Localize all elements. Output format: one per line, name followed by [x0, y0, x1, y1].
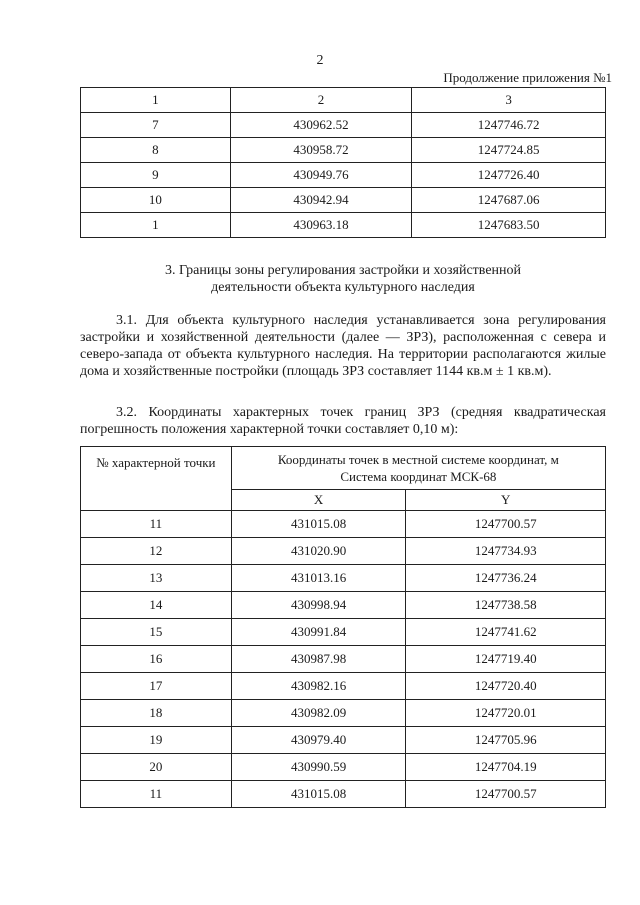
table2-body [81, 447, 606, 808]
point-number-cell: 18 [81, 700, 232, 727]
table-header-row [81, 447, 606, 490]
x-coordinate-cell: 431020.90 [231, 538, 406, 565]
x-coordinate-cell: 430963.18 [230, 213, 412, 238]
x-coordinate-cell: 431015.08 [231, 511, 406, 538]
x-coordinate-cell: 431015.08 [231, 781, 406, 808]
x-coordinate-cell: 430949.76 [230, 163, 412, 188]
page-number: 2 [316, 53, 324, 68]
table-row [81, 188, 606, 213]
header-x: X [231, 490, 406, 511]
point-number-cell: 13 [81, 565, 232, 592]
table-row [81, 592, 606, 619]
section-heading [80, 262, 606, 296]
point-number-cell: 20 [81, 754, 232, 781]
table-row [81, 646, 606, 673]
table-row [81, 213, 606, 238]
y-coordinate-cell: 1247687.06 [412, 188, 606, 213]
point-number-cell: 11 [81, 511, 232, 538]
point-number-cell: 16 [81, 646, 232, 673]
x-coordinate-cell: 430987.98 [231, 646, 406, 673]
point-number-cell: 14 [81, 592, 232, 619]
x-coordinate-cell: 430979.40 [231, 727, 406, 754]
table-row [81, 511, 606, 538]
point-number-cell: 7 [81, 113, 231, 138]
y-coordinate-cell: 1247704.19 [406, 754, 606, 781]
x-coordinate-cell: 430958.72 [230, 138, 412, 163]
y-coordinate-cell: 1247726.40 [412, 163, 606, 188]
paragraph-3-1: 3.1. Для объекта культурного наследия устанавливается зона регулирования застройки и хозяйственной деятельности (далее — ЗРЗ), расположенная с севера и северо-запада от объекта культурного наследия. На территории располагаются жилые дома и хозяйственные постройки (площадь ЗРЗ составляет 1144 кв.м ± 1 кв.м). [80, 313, 606, 379]
table-row [81, 163, 606, 188]
point-number-cell: 15 [81, 619, 232, 646]
y-coordinate-cell: 1247683.50 [412, 213, 606, 238]
y-coordinate-cell: 1247700.57 [406, 511, 606, 538]
x-coordinate-cell: 430942.94 [230, 188, 412, 213]
point-number-cell: 1 [81, 213, 231, 238]
table-header-row [81, 88, 606, 113]
table-row [81, 138, 606, 163]
y-coordinate-cell: 1247746.72 [412, 113, 606, 138]
y-coordinate-cell: 1247734.93 [406, 538, 606, 565]
table-row [81, 673, 606, 700]
point-number-cell: 17 [81, 673, 232, 700]
point-number-cell: 11 [81, 781, 232, 808]
y-coordinate-cell: 1247724.85 [412, 138, 606, 163]
x-coordinate-cell: 431013.16 [231, 565, 406, 592]
table1-body [81, 88, 606, 238]
table-row [81, 727, 606, 754]
table-row [81, 538, 606, 565]
paragraph-3-2: 3.2. Координаты характерных точек границ ЗРЗ (средняя квадратическая погрешность положения характерной точки составляет 0,10 м): [80, 405, 606, 437]
header-coordinate-system: Система координат МСК-68 [340, 469, 497, 484]
x-coordinate-cell: 430962.52 [230, 113, 412, 138]
appendix-note: Продолжение приложения №1 [443, 70, 612, 85]
coordinates-table-continued [80, 87, 606, 238]
y-coordinate-cell: 1247720.01 [406, 700, 606, 727]
table-row [81, 565, 606, 592]
y-coordinate-cell: 1247720.40 [406, 673, 606, 700]
section-heading-line: 3. Границы зоны регулирования застройки и хозяйственной [164, 263, 522, 278]
x-coordinate-cell: 430998.94 [231, 592, 406, 619]
x-coordinate-cell: 430982.16 [231, 673, 406, 700]
table-row [81, 619, 606, 646]
y-coordinate-cell: 1247705.96 [406, 727, 606, 754]
header-y: Y [406, 490, 606, 511]
point-number-cell: 8 [81, 138, 231, 163]
zrz-coordinates-table [80, 446, 606, 808]
point-number-cell: 9 [81, 163, 231, 188]
header-cell: 3 [412, 88, 606, 113]
header-coordinates-line: Координаты точек в местной системе координат, м [277, 452, 559, 467]
table-row [81, 700, 606, 727]
x-coordinate-cell: 430990.59 [231, 754, 406, 781]
y-coordinate-cell: 1247736.24 [406, 565, 606, 592]
point-number-cell: 19 [81, 727, 232, 754]
header-coordinates [231, 447, 605, 490]
point-number-cell: 10 [81, 188, 231, 213]
y-coordinate-cell: 1247700.57 [406, 781, 606, 808]
table-row [81, 754, 606, 781]
header-cell: 2 [230, 88, 412, 113]
header-cell: 1 [81, 88, 231, 113]
point-number-cell: 12 [81, 538, 232, 565]
y-coordinate-cell: 1247719.40 [406, 646, 606, 673]
x-coordinate-cell: 430991.84 [231, 619, 406, 646]
table-row [81, 113, 606, 138]
y-coordinate-cell: 1247738.58 [406, 592, 606, 619]
y-coordinate-cell: 1247741.62 [406, 619, 606, 646]
x-coordinate-cell: 430982.09 [231, 700, 406, 727]
section-heading-line: деятельности объекта культурного наследия [211, 280, 475, 295]
table-row [81, 781, 606, 808]
header-point-number: № характерной точки [81, 447, 232, 511]
